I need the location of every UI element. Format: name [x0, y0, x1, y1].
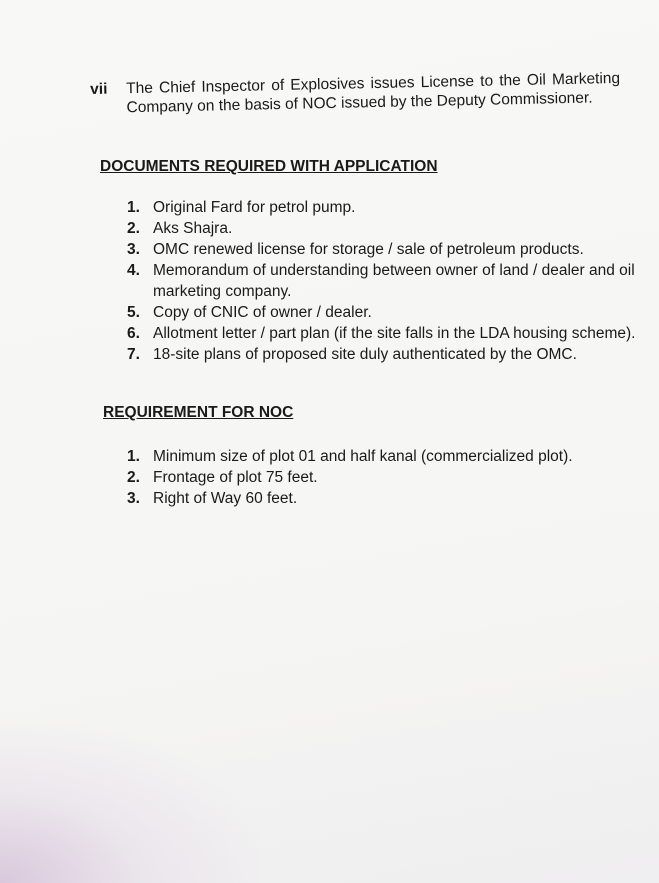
- page-shadow: [0, 723, 260, 883]
- list-item: 6. Allotment letter / part plan (if the site falls in the LDA housing scheme).: [127, 325, 636, 342]
- clause-text: The Chief Inspector of Explosives issues License to the Oil Marketing Company on the basis of NOC issued by the Deputy Commissioner.: [126, 69, 621, 117]
- noc-list: [127, 446, 637, 509]
- noc-heading: REQUIREMENT FOR NOC: [103, 404, 294, 421]
- list-item: 2. Aks Shajra.: [127, 220, 233, 237]
- list-item: 1. Original Fard for petrol pump.: [127, 199, 356, 216]
- list-item: 7. 18-site plans of proposed site duly authenticated by the OMC.: [127, 346, 577, 363]
- documents-list: [127, 197, 637, 365]
- list-item: 2. Frontage of plot 75 feet.: [127, 469, 318, 486]
- list-item: 5. Copy of CNIC of owner / dealer.: [127, 304, 372, 321]
- clause-vii: [90, 69, 621, 118]
- documents-heading: DOCUMENTS REQUIRED WITH APPLICATION: [100, 158, 438, 175]
- list-item: 3. Right of Way 60 feet.: [127, 490, 298, 507]
- list-item: 4. Memorandum of understanding between owner of land / dealer and oil marketing company.: [127, 262, 635, 300]
- list-item: 1. Minimum size of plot 01 and half kanal (commercialized plot).: [127, 448, 573, 465]
- list-item: 3. OMC renewed license for storage / sale of petroleum products.: [127, 241, 584, 258]
- clause-number: vii: [90, 80, 108, 98]
